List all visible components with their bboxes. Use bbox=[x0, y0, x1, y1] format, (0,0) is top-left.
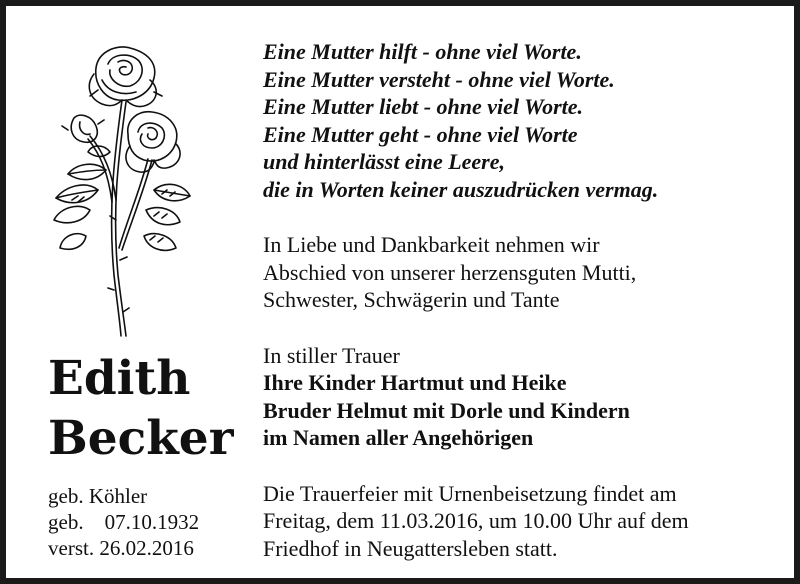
deceased-last-name: Becker bbox=[48, 411, 234, 466]
death-date: verst. 26.02.2016 bbox=[48, 536, 194, 560]
poem-line: die in Worten keiner auszudrücken vermag. bbox=[263, 176, 659, 202]
mourner-line: im Namen aller Angehörigen bbox=[263, 425, 534, 450]
poem-line: Eine Mutter hilft - ohne viel Worte. bbox=[263, 39, 582, 64]
funeral-line: Friedhof in Neugattersleben statt. bbox=[263, 535, 558, 561]
funeral-line: Freitag, dem 11.03.2016, um 10.00 Uhr auf dem bbox=[263, 508, 689, 533]
farewell-line: Schwester, Schwägerin und Tante bbox=[263, 287, 560, 312]
mourner-line: Ihre Kinder Hartmut und Heike bbox=[263, 370, 567, 395]
mourner-line: Bruder Helmut mit Dorle und Kindern bbox=[263, 397, 630, 423]
funeral-line: Die Trauerfeier mit Urnenbeisetzung findet am bbox=[263, 480, 677, 506]
poem-line: und hinterlässt eine Leere, bbox=[263, 149, 506, 174]
deceased-name bbox=[48, 349, 233, 469]
maiden-name: geb. Köhler bbox=[48, 484, 148, 508]
poem-line: Eine Mutter liebt - ohne viel Worte. bbox=[263, 94, 584, 119]
notice-text bbox=[263, 38, 783, 562]
mourning-intro: In stiller Trauer bbox=[263, 342, 400, 368]
poem-line: Eine Mutter versteht - ohne viel Worte. bbox=[263, 66, 615, 92]
farewell-line: In Liebe und Dankbarkeit nehmen wir bbox=[263, 232, 600, 257]
life-dates bbox=[48, 483, 199, 561]
poem-line: Eine Mutter geht - ohne viel Worte bbox=[263, 121, 578, 147]
rose-icon bbox=[46, 40, 196, 340]
deceased-first-name: Edith bbox=[48, 351, 191, 406]
birth-date: geb. 07.10.1932 bbox=[48, 510, 200, 534]
farewell-line: Abschied von unserer herzensguten Mutti, bbox=[263, 259, 637, 285]
